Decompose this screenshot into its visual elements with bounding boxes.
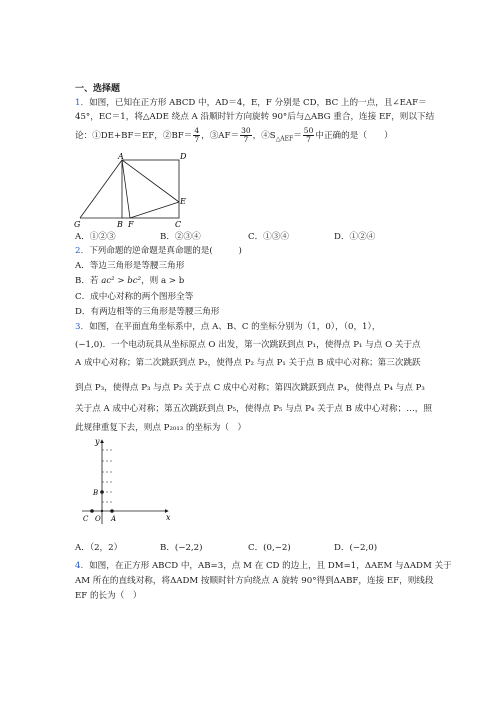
q1-text-3b: ，③AF＝ (201, 131, 240, 141)
fig3-label-O: O (95, 515, 101, 523)
q3-option-d[interactable]: D．(−2,0) (334, 543, 378, 553)
q2-optb-math: ac² > bc² (101, 276, 142, 286)
q1-text-3c: ，④S (252, 131, 276, 141)
q3-point-C (90, 509, 94, 513)
q2-stem-line (75, 246, 242, 257)
q3-line5: 关于点 A 成中心对称；第五次跳跃到点 P₅，使得点 P₅ 与点 P₄ 关于点 B 成中心对称；…，照 (75, 404, 432, 414)
q2-optb-suffix: ，则 a > b (141, 276, 185, 286)
q3-point-B (100, 490, 104, 494)
fig1-label-G: G (74, 220, 81, 229)
fig1-label-B: B (117, 220, 123, 229)
q3-option-a[interactable]: A．（2，2） (75, 543, 123, 553)
fig3-label-C: C (83, 515, 89, 523)
q3-number: 3． (75, 322, 90, 332)
q2-option-d[interactable]: D．有两边相等的三角形是等腰三角形 (75, 307, 220, 317)
q2-stem: 下列命题的逆命题是真命题的是( ) (89, 246, 242, 256)
q1-line2: 45°，EC＝1，将△ADE 绕点 A 沿顺时针方向旋转 90°后与△ABG 重合，连接 EF，则以下结 (75, 112, 435, 122)
q3-text-1: 如图，在平面直角坐标系中，点 A、B、C 的坐标分别为（1，0），（0，1）， (89, 322, 381, 332)
q1-option-b[interactable]: B．②③④ (160, 232, 201, 242)
q1-text-1: 如图，已知在正方形 ABCD 中，AD＝4，E，F 分别是 CD，BC 上的一点，且∠EAF＝ (89, 98, 427, 108)
bf-fraction: $\frac{4}{7}$ (194, 126, 200, 144)
q4-number: 4． (75, 561, 90, 571)
fig3-label-y: y (95, 437, 100, 446)
q2-optb-prefix: B．若 (75, 276, 102, 286)
q1-option-c[interactable]: C．①③④ (248, 232, 289, 242)
q4-text-1: 如图，在正方形 ABCD 中，AB=3，点 M 在 CD 的边上，且 DM=1，ΔAEM 与ΔADM 关于 (89, 561, 452, 571)
q1-figure (70, 152, 195, 230)
q3-coordinate-figure (80, 436, 175, 526)
q3-point-A (110, 509, 114, 513)
q1-line1 (75, 98, 427, 109)
s-fraction: $\frac{50}{7}$ (303, 126, 314, 144)
fig3-label-B: B (93, 489, 99, 497)
af-fraction: $\frac{30}{7}$ (241, 126, 251, 144)
q1-line3 (75, 127, 393, 149)
q1-option-a[interactable]: A．①②③ (75, 232, 116, 242)
q2-option-a[interactable]: A．等边三角形是等腰三角形 (75, 261, 185, 271)
q1-option-d[interactable]: D．①②④ (334, 232, 376, 242)
section-title: 一、选择题 (75, 83, 121, 93)
q4-line2: AM 所在的直线对称，将ΔADM 按顺时针方向绕点 A 旋转 90°得到ΔABF，连接 EF，则线段 (75, 576, 434, 586)
fig1-label-C: C (175, 220, 182, 229)
q3-line6: 此规律重复下去，则点 P₂₀₁₃ 的坐标为（ ） (75, 423, 247, 433)
q4-line3: EF 的长为（ ） (75, 591, 142, 601)
q3-line4: 到点 P₃，使得点 P₃ 与点 P₂ 关于点 C 成中心对称；第四次跳跃到点 P₄，使得点 P₄ 与点 P₃ (75, 383, 425, 393)
q3-line1 (75, 322, 380, 333)
q1-text-3a: 论：①DE+BF＝EF，②BF＝ (75, 131, 193, 141)
s-subscript: △AEF (275, 135, 294, 143)
q1-text-3e: 中正确的是（ ） (315, 131, 393, 141)
fig3-label-A: A (111, 515, 117, 523)
q3-line2: (−1,0)．一个电动玩具从坐标原点 O 出发，第一次跳跃到点 P₁，使得点 P₁ 与点 O 关于点 (75, 340, 421, 350)
q2-option-b[interactable] (75, 276, 184, 287)
q3-option-b[interactable]: B．(−2,2) (160, 543, 203, 553)
fig1-label-A: A (118, 152, 124, 161)
fig1-label-F: F (128, 220, 134, 229)
q3-point-O (101, 510, 103, 512)
fig3-label-x: x (166, 513, 171, 522)
q3-option-c[interactable]: C．(0,−2) (248, 543, 291, 553)
q3-line3: A 成中心对称；第二次跳跃到点 P₂，使得点 P₂ 与点 P₁ 关于点 B 成中心对称；第三次跳跃 (75, 358, 421, 368)
q1-text-3d: ＝ (293, 131, 302, 141)
q4-line1 (75, 561, 452, 572)
q1-number: 1． (75, 98, 90, 108)
fig1-label-D: D (180, 152, 187, 161)
fig1-label-E: E (180, 197, 186, 206)
q2-option-c[interactable]: C．成中心对称的两个图形全等 (75, 292, 194, 302)
q2-number: 2． (75, 246, 90, 256)
